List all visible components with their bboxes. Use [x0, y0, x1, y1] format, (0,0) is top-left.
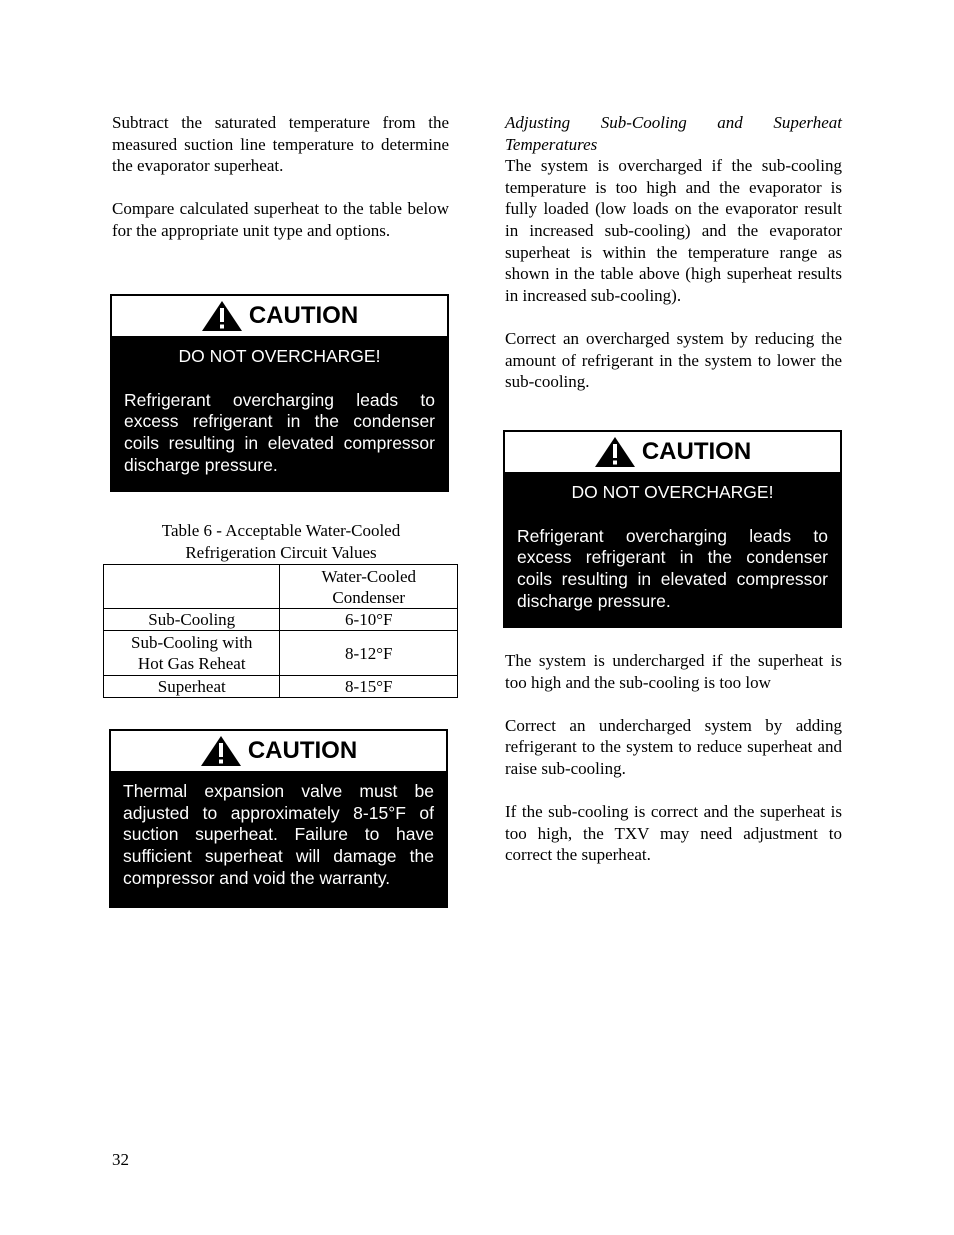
caution-header [112, 296, 447, 336]
caution-title: CAUTION [248, 302, 359, 329]
caution-header [505, 432, 840, 472]
table-row [104, 676, 458, 698]
table-row [104, 631, 458, 676]
correct-undercharged-paragraph: Correct an undercharged system by adding refrigerant to the system to reduce superheat and raise sub-cooling. [505, 715, 842, 778]
table-row-label: Superheat [104, 676, 280, 698]
table-row-value: 8-15°F [280, 676, 458, 698]
header-line1: Water-Cooled [321, 566, 417, 586]
warning-triangle-icon [201, 300, 243, 332]
caution-title: CAUTION [641, 438, 752, 465]
overcharged-paragraph: The system is overcharged if the sub-cooling temperature is too high and the evaporator is fully loaded (low loads on the evaporator result in increased sub-cooling) and the evaporator superheat is within the temperature range as shown in the table above (high superheat results in increased sub-cooling). [505, 156, 842, 305]
caution-headline: DO NOT OVERCHARGE! [178, 346, 381, 366]
table-header-cell [280, 565, 458, 609]
correct-overcharged-paragraph: Correct an overcharged system by reducing the amount of refrigerant in the system to lower the sub-cooling. [505, 328, 842, 392]
caution-box-overcharge-left [110, 294, 449, 492]
row-label-line2: Hot Gas Reheat [137, 654, 246, 673]
warning-triangle-icon [200, 735, 242, 767]
header-line2: Condenser [332, 587, 406, 607]
compare-paragraph: Compare calculated superheat to the table below for the appropriate unit type and options. [112, 199, 449, 240]
table-caption [104, 520, 458, 563]
table-row-label: Sub-Cooling [104, 609, 280, 631]
warning-triangle-icon [594, 436, 636, 468]
refrigeration-values-table [103, 564, 458, 698]
table-caption-line1: Table 6 - Acceptable Water-Cooled [161, 521, 401, 540]
table-caption-line2: Refrigeration Circuit Values [185, 542, 377, 562]
caution-body [112, 336, 447, 487]
caution-text: Refrigerant overcharging leads to excess refrigerant in the condenser coils resulting in elevated compressor discharge pressure. [124, 389, 435, 475]
caution-headline: DO NOT OVERCHARGE! [571, 482, 774, 502]
section-heading: Adjusting Sub-Cooling and Superheat Temperatures [505, 113, 842, 154]
table-row-label [104, 631, 280, 676]
left-column [112, 112, 449, 242]
undercharged-paragraph: The system is undercharged if the superheat is too high and the sub-cooling is too low [505, 651, 842, 692]
caution-body [505, 472, 840, 623]
table-header-row [104, 565, 458, 609]
table-row [104, 609, 458, 631]
caution-box-txv [109, 729, 448, 908]
txv-adjustment-paragraph: If the sub-cooling is correct and the superheat is too high, the TXV may need adjustment to correct the superheat. [505, 802, 842, 865]
caution-header [111, 731, 446, 771]
caution-box-overcharge-right [503, 430, 842, 628]
caution-body [111, 771, 446, 900]
table-row-value: 8-12°F [280, 631, 458, 676]
superheat-paragraph: Subtract the saturated temperature from the measured suction line temperature to determine the evaporator superheat. [112, 113, 449, 176]
caution-title: CAUTION [247, 737, 358, 764]
table-row-value: 6-10°F [280, 609, 458, 631]
page-number: 32 [112, 1150, 129, 1169]
right-column-top [505, 112, 842, 393]
right-column-bottom [505, 650, 842, 866]
row-label-line1: Sub-Cooling with [131, 633, 253, 652]
caution-text: Refrigerant overcharging leads to excess refrigerant in the condenser coils resulting in elevated compressor discharge pressure. [517, 525, 828, 611]
table-header-empty-cell [104, 565, 280, 609]
caution-text: Thermal expansion valve must be adjusted to approximately 8-15°F of suction superheat. Failure to have sufficient superheat will damage the compressor and void the warranty. [123, 781, 434, 888]
